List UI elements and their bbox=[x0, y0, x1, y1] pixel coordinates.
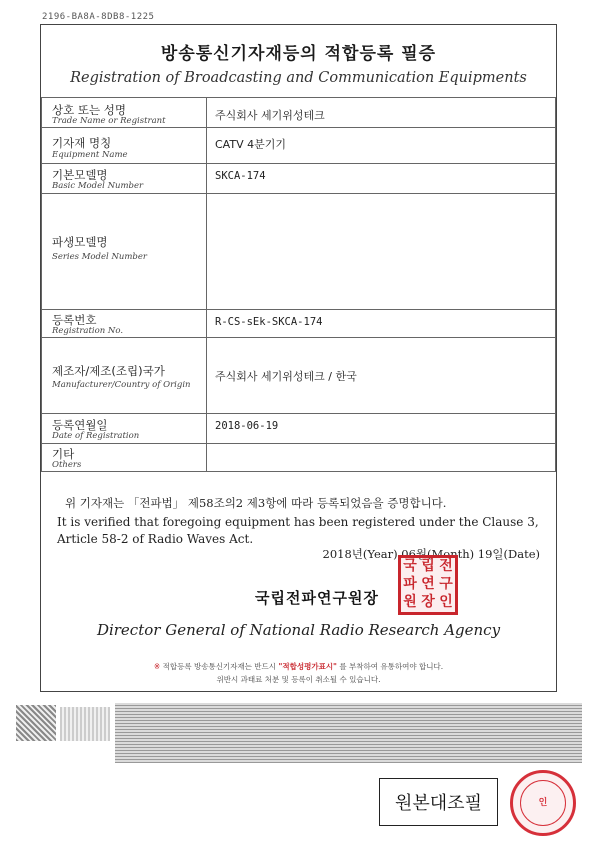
registration-table bbox=[41, 97, 556, 472]
notice-line1-highlight: "적합성평가표시" bbox=[278, 662, 337, 671]
seal-char: 구 bbox=[439, 576, 453, 592]
title-korean: 방송통신기자재등의 적합등록 필증 bbox=[160, 44, 437, 64]
label-manufacturer-en: Manufacturer/Country of Origin bbox=[52, 380, 191, 390]
label-trade-name-en: Trade Name or Registrant bbox=[52, 116, 166, 126]
value-basic-model: SKCA-174 bbox=[215, 170, 266, 182]
seal-char: 원 bbox=[403, 594, 417, 610]
official-seal-stamp bbox=[398, 555, 458, 615]
round-seal-stamp bbox=[510, 770, 576, 836]
certificate-frame bbox=[40, 24, 557, 692]
label-registration-no-ko: 등록번호 bbox=[52, 313, 97, 327]
row-registration-date bbox=[42, 414, 556, 444]
notice-line1-post: 를 부착하여 유통하여야 합니다. bbox=[339, 662, 444, 671]
scan-noise-strip bbox=[60, 707, 110, 741]
seal-char: 전 bbox=[439, 558, 453, 574]
row-registration-no bbox=[42, 310, 556, 338]
label-equipment-name-en: Equipment Name bbox=[52, 150, 128, 160]
scan-stamp-mark bbox=[16, 705, 56, 741]
round-seal-inner: 인 bbox=[520, 780, 566, 826]
label-series-model-en: Series Model Number bbox=[52, 252, 147, 262]
row-basic-model bbox=[42, 164, 556, 194]
label-basic-model-en: Basic Model Number bbox=[52, 181, 144, 191]
seal-char: 국 bbox=[403, 558, 417, 574]
label-registration-date-ko: 등록연월일 bbox=[52, 418, 108, 432]
issuer-korean: 국립전파연구원장 bbox=[255, 589, 379, 607]
seal-char: 장 bbox=[421, 594, 435, 610]
value-registration-no: R-CS-sEk-SKCA-174 bbox=[215, 316, 323, 328]
issuer-english: Director General of National Radio Research Agency bbox=[96, 621, 501, 639]
notice-asterisk: ※ bbox=[153, 662, 161, 671]
label-series-model-ko: 파생모델명 bbox=[52, 235, 108, 249]
notice-line-1 bbox=[41, 661, 556, 672]
original-copy-verified-stamp: 원본대조필 bbox=[379, 778, 498, 826]
statement-english-line1: It is verified that foregoing equipment has been registered under the Clause 3, bbox=[57, 515, 539, 529]
seal-char: 립 bbox=[421, 558, 435, 574]
value-registration-date: 2018-06-19 bbox=[215, 420, 279, 432]
label-registration-date-en: Date of Registration bbox=[52, 431, 140, 441]
notice-line1-pre: 적합등록 방송통신기자재는 반드시 bbox=[162, 662, 277, 671]
row-series-model bbox=[42, 194, 556, 310]
label-equipment-name-ko: 기자재 명칭 bbox=[52, 136, 112, 150]
label-others-en: Others bbox=[52, 460, 82, 470]
value-equipment-name: CATV 4분기기 bbox=[215, 138, 286, 151]
statement-korean: 위 기자재는 「전파법」 제58조의2 제3항에 따라 등록되었음을 증명합니다. bbox=[65, 496, 447, 510]
label-manufacturer-ko: 제조자/제조(조립)국가 bbox=[52, 364, 165, 378]
label-others-ko: 기타 bbox=[52, 447, 75, 461]
notice-line-2: 위반시 과태료 처분 및 등록이 취소될 수 있습니다. bbox=[216, 675, 381, 684]
document-id: 2196-BA8A-8DB8-1225 bbox=[42, 12, 155, 22]
seal-char: 연 bbox=[421, 576, 435, 592]
statement-english-line2: Article 58-2 of Radio Waves Act. bbox=[57, 532, 254, 546]
value-trade-name: 주식회사 세기위성테크 bbox=[215, 109, 325, 122]
issue-date: 2018년(Year) 06월(Month) 19일(Date) bbox=[322, 547, 540, 561]
row-trade-name bbox=[42, 98, 556, 128]
seal-char: 인 bbox=[439, 594, 453, 610]
scan-noise-band bbox=[115, 703, 582, 763]
row-equipment-name bbox=[42, 128, 556, 164]
label-basic-model-ko: 기본모델명 bbox=[52, 168, 108, 182]
value-manufacturer: 주식회사 세기위성테크 / 한국 bbox=[215, 370, 357, 383]
row-others bbox=[42, 444, 556, 472]
seal-char: 파 bbox=[403, 576, 417, 592]
title-english: Registration of Broadcasting and Communication Equipments bbox=[70, 70, 527, 86]
row-manufacturer bbox=[42, 338, 556, 414]
label-registration-no-en: Registration No. bbox=[52, 326, 124, 336]
label-trade-name-ko: 상호 또는 성명 bbox=[52, 103, 126, 117]
